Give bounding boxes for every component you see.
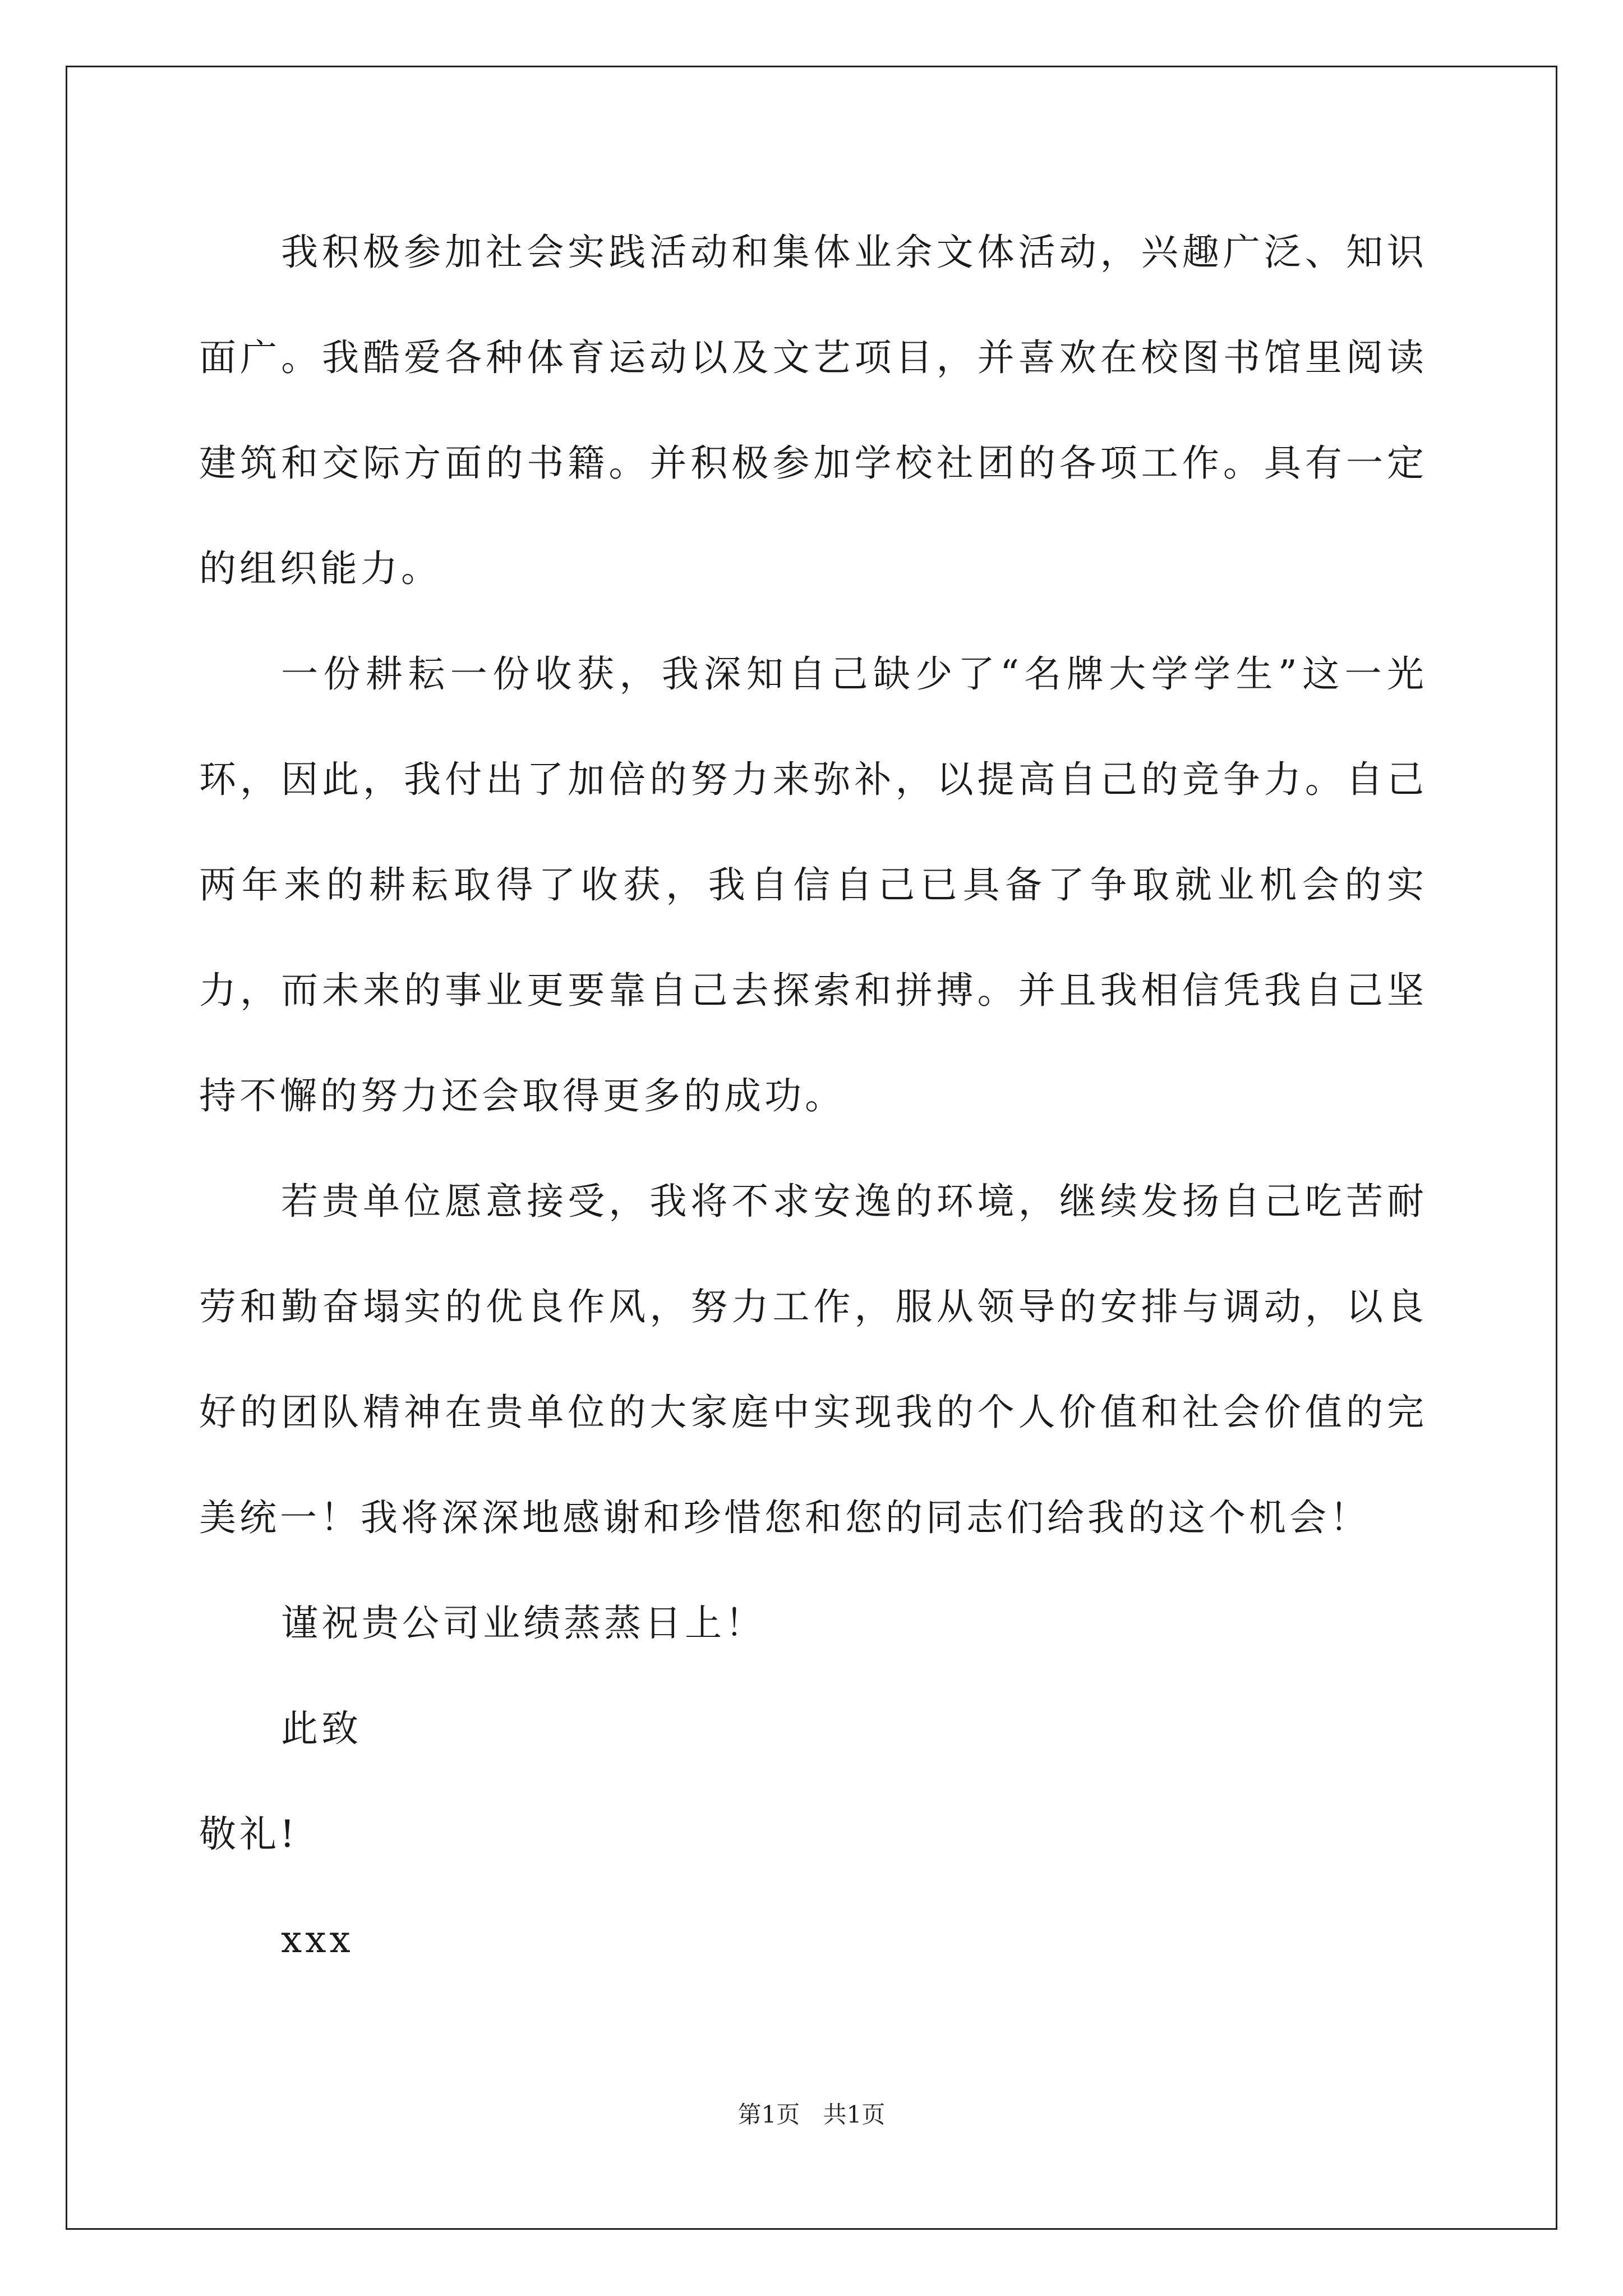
paragraph-2: 一份耕耘一份收获，我深知自己缺少了“名牌大学学生”这一光环，因此，我付出了加倍的努力来弥补，以提高自己的竞争力。自己两年来的耕耘取得了收获，我自信自己已具备了争取就业机会的实力，而未来的事业更要靠自己去探索和拼搏。并且我相信凭我自己坚持不懈的努力还会取得更多的成功。 (199, 652, 1427, 1117)
page-number-current: 第1页 (737, 2101, 800, 2128)
closing-jing-li: 敬礼! (199, 1812, 298, 1856)
page-number-total: 共1页 (823, 2101, 886, 2128)
signature: xxx (281, 1918, 354, 1961)
page-footer (0, 2098, 1623, 2132)
paragraph-3: 若贵单位愿意接受，我将不求安逸的环境，继续发扬自己吃苦耐劳和勤奋塌实的优良作风，努力工作，服从领导的安排与调动，以良好的团队精神在贵单位的大家庭中实现我的个人价值和社会价值的完美统一！我将深深地感谢和珍惜您和您的同志们给我的这个机会！ (199, 1180, 1427, 1539)
paragraph-1: 我积极参加社会实践活动和集体业余文体活动，兴趣广泛、知识面广。我酷爱各种体育运动以及文艺项目，并喜欢在校图书馆里阅读建筑和交际方面的书籍。并积极参加学校社团的各项工作。具有一定的组织能力。 (199, 231, 1427, 590)
closing-wish: 谨祝贵公司业绩蒸蒸日上！ (281, 1602, 766, 1645)
closing-ci-zhi: 此致 (281, 1707, 362, 1750)
